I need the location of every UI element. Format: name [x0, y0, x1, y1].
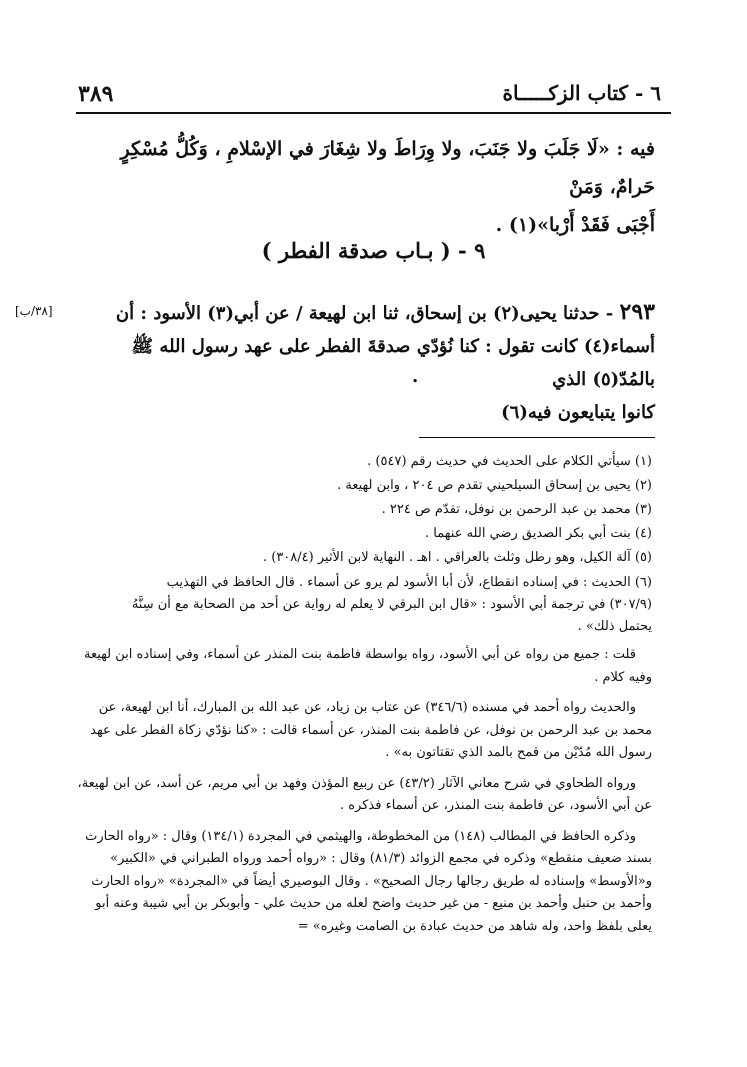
commentary-paragraph: قلت : جميع من رواه عن أبي الأسود، رواه بواسطة فاطمة بنت المنذر عن أسماء، وفي إسناده ابن لهيعة وفيه كلام . — [84, 647, 652, 685]
main-hadith-line: كانوا يتبايعون فيه(٦) — [501, 402, 655, 423]
commentary-paragraph: وذكره الحافظ في المطالب (١٤٨) من المخطوطة، والهيثمي في المجردة (١٣٤/١) وقال : «رواه الحارث بسند ضعيف منقطع» وذكره في مجمع الزوائد (٨١/٣) وقال : «رواه أحمد ورواه الطبراني في «الكبير» و«الأوسط» وإسناده له طريق رجالها رجال الصحيح» . وقال البوصيري أيضاً في «المجردة» «رواه الحارث وأحمد بن حنبل وأحمد بن منيع - من غير حديث واضح لعله من حديث علي - وأبوبكر بن أبي شيبة وعنه أبو يعلى بلفظ واحد، وله شاهد من حديث عبادة بن الصامت وغيره» = — [85, 828, 652, 934]
main-hadith — [67, 296, 655, 429]
commentary-paragraph: والحديث رواه أحمد في مسنده (٣٤٦/٦) عن عتاب بن زياد، عن عبد الله بن المبارك، أنا ابن لهيعة، عن محمد بن عبد الرحمن بن نوفل، عن فاطمة بنت المنذر، عن أسماء قالت : «كنا نؤدّي زكاة الفطر على عهد رسول الله مُدّيْن من قمح بالمد الذي تقتاتون به» . — [90, 700, 652, 760]
footnote-2: (٢) يحيى بن إسحاق السيلحيني تقدم ص ٢٠٤ ، وابن لهيعة . — [337, 478, 652, 493]
footnote-4: (٤) بنت أبي بكر الصديق رضي الله عنهما . — [425, 526, 652, 541]
footnote-separator — [419, 437, 655, 438]
footnote-3: (٣) محمد بن عبد الرحمن بن نوفل، تقدّم ص ٢٢٤ . — [381, 502, 652, 517]
end-mark: . — [412, 366, 419, 387]
footnote-6-line: يحتمل ذلك» . — [577, 619, 652, 634]
footnotes — [67, 452, 652, 946]
main-hadith-line: أسماء(٤) كانت تقول : كنا نُؤدّي صدقةَ الفطر على عهد رسول الله ﷺ بالمُدّ(٥) الذي — [131, 336, 655, 390]
header-rule — [76, 112, 671, 114]
hadith-line: فيه : «لَا جَلَبَ ولا جَنَبَ، ولا وِرَاطَ ولا شِغَارَ في الإسْلامِ ، وَكُلُّ مُسْكِرٍ حَرامٌ، وَمَنْ — [120, 138, 655, 198]
footnote-6-line: (٣٠٧/٩) في ترجمة أبي الأسود : «قال ابن البرقي لا يعلم له رواية عن أحد من الصحابة مع أن سِنَّهُ — [131, 597, 652, 612]
hadith-continuation — [80, 130, 655, 244]
hadith-number: ٢٩٣ — [619, 299, 655, 325]
main-hadith-line — [67, 296, 655, 330]
footnote-5: (٥) آلة الكيل، وهو رطل وثلث بالعراقي . اهـ . النهاية لابن الأثير (٣٠٨/٤) . — [262, 550, 652, 565]
commentary-paragraph: ورواه الطحاوي في شرح معاني الآثار (٤٣/٢) عن ربيع المؤذن وفهد بن أبي مريم، عن أسد، عن ابن لهيعة، عن أبي الأسود، عن فاطمة بنت المنذر، عن أسماء فذكره . — [77, 775, 652, 813]
hadith-line: أَجْبَى فَقَدْ أَرْبا»(١) . — [495, 214, 655, 236]
chapter-heading: ٩ - ( بـاب صدقة الفطر ) — [261, 238, 486, 263]
margin-reference: [٣٨/ب] — [15, 304, 53, 318]
footnote-6 — [67, 572, 652, 638]
footnote-6-line: (٦) الحديث : في إسناده انقطاع، لأن أبا الأسود لم يرو عن أسماء . قال الحافظ في التهذيب — [166, 575, 652, 590]
footnote-1: (١) سيأتي الكلام على الحديث في حديث رقم (٥٤٧) . — [367, 454, 652, 469]
page-number: ٣٨٩ — [78, 81, 114, 107]
running-header-title: ٦ - كتاب الزكـــــاة — [502, 81, 661, 105]
main-hadith-text: - حدثنا يحيى(٢) بن إسحاق، ثنا ابن لهيعة / عن أبي(٣) الأسود : أن — [115, 303, 614, 324]
